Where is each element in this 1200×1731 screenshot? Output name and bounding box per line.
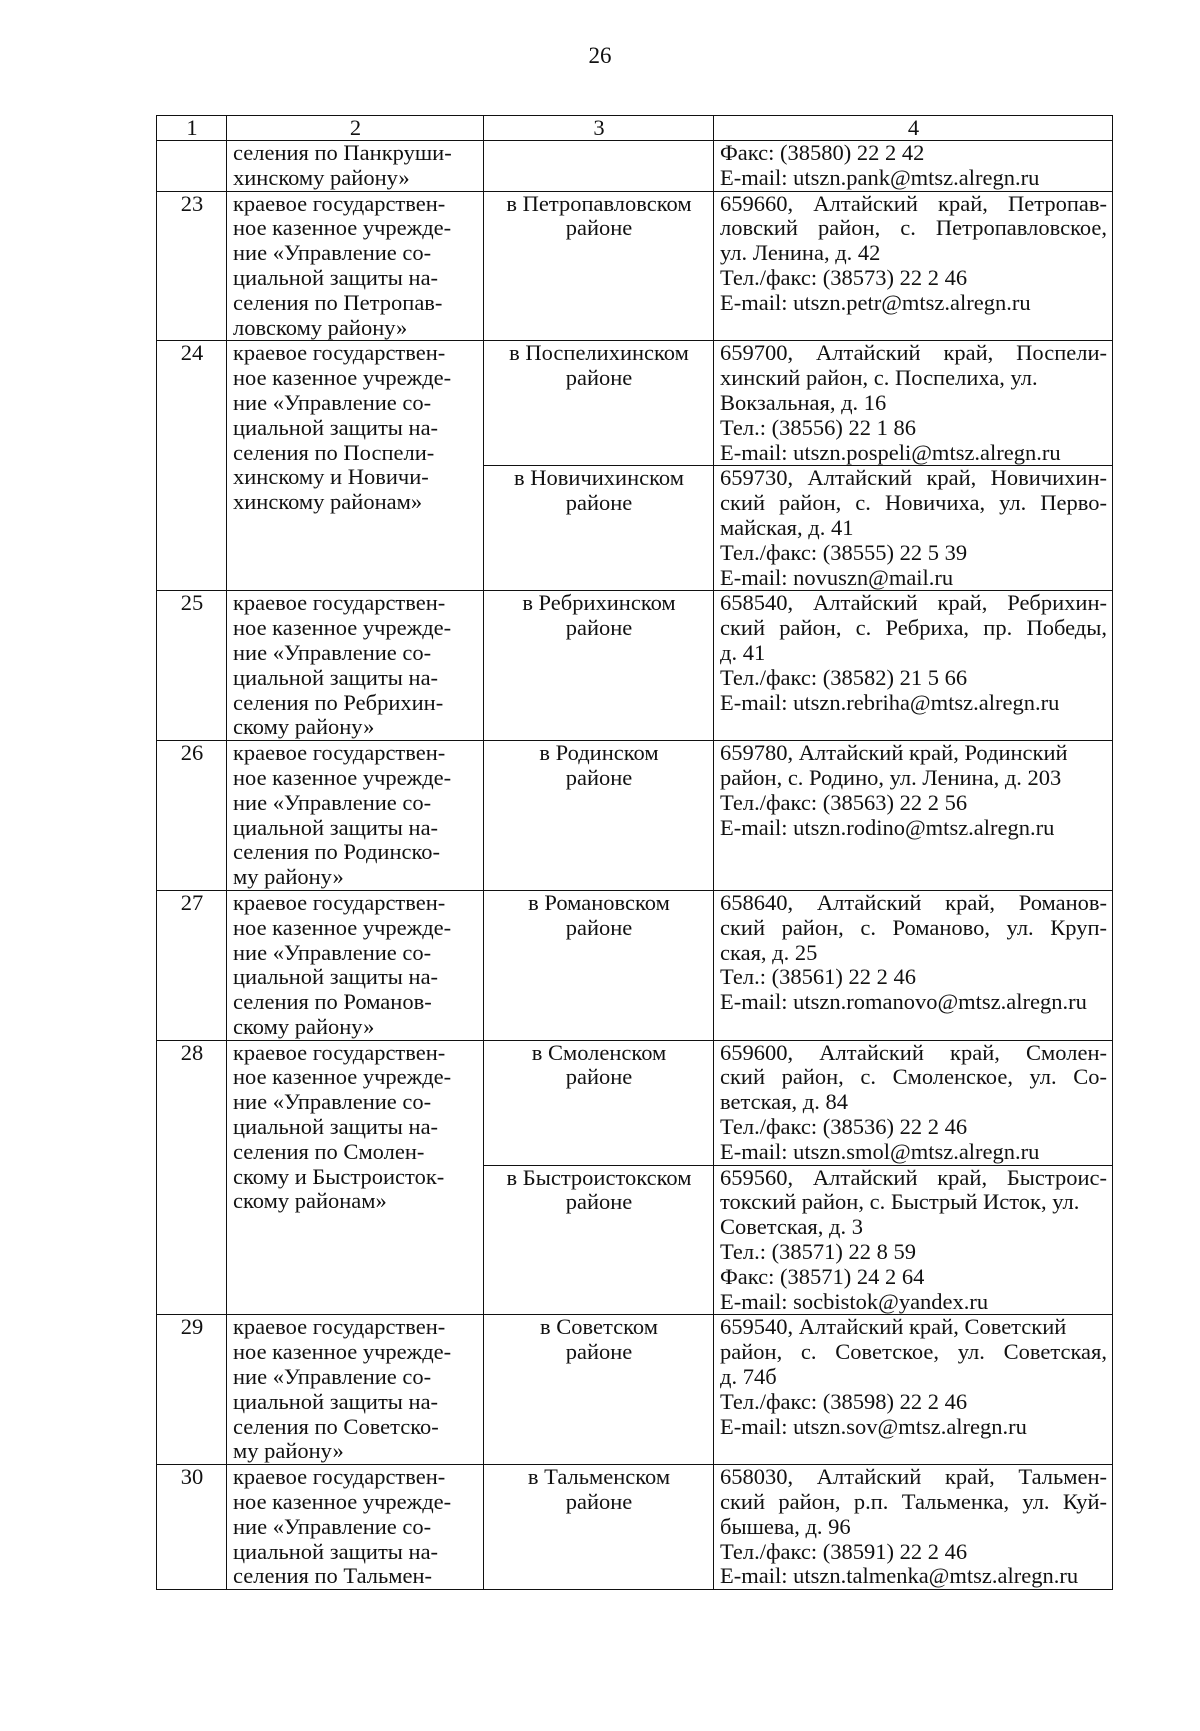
contact-line: ская, д. 25 [720,939,818,965]
contact-line: Тел./факс: (38563) 22 2 56 [720,789,968,815]
institution-name-line: циальной защиты на- [233,1538,439,1564]
row-number: 26 [157,741,227,891]
district-name-line: в Смоленском [531,1039,667,1065]
column-header: 2 [227,116,484,141]
contact-details [714,1465,1113,1590]
table-row [157,1315,1113,1465]
column-header: 4 [714,116,1113,141]
institution-name [227,1040,484,1315]
institution-name-line: селения по Смолен- [233,1138,425,1164]
institution-name-line: му району» [233,1438,344,1464]
district-name [484,1315,714,1465]
contact-line: 659780, Алтайский край, Родинский [720,740,1068,766]
contact-line: токский район, с. Быстрый Исток, ул. [720,1189,1080,1215]
institution-name-line: селения по Тальмен- [233,1563,433,1589]
institution-name-line: ние «Управление со- [233,939,432,965]
contact-line: бышева, д. 96 [720,1513,851,1539]
email-line: E-mail: utszn.pospeli@mtsz.alregn.ru [720,439,1061,465]
institution-name-line: краевое государствен- [233,190,446,216]
contact-line: Тел./факс: (38555) 22 5 39 [720,539,968,565]
contact-line: Тел.: (38571) 22 8 59 [720,1239,916,1265]
contact-details [714,1315,1113,1465]
row-number: 24 [157,341,227,591]
institution-name-line: му району» [233,864,344,890]
district-name-line: районе [565,215,633,241]
contact-line: район, с. Советское, ул. Советская, [720,1339,1107,1365]
district-name-line: районе [565,615,633,641]
table-row [157,741,1113,891]
contact-details [714,141,1113,192]
institution-name-line: ное казенное учрежде- [233,615,452,641]
institution-name-line: ное казенное учрежде- [233,365,452,391]
contact-line: Факс: (38571) 24 2 64 [720,1263,925,1289]
column-header: 3 [484,116,714,141]
email-line: E-mail: utszn.sov@mtsz.alregn.ru [720,1413,1027,1439]
email-line: E-mail: socbistok@yandex.ru [720,1288,989,1314]
institution-name-line: хинскому районам» [233,489,423,515]
institution-name-line: циальной защиты на- [233,1388,439,1414]
contact-line: 659540, Алтайский край, Советский [720,1314,1067,1340]
contact-line: ветская, д. 84 [720,1089,848,1115]
contact-line: ул. Ленина, д. 42 [720,240,881,266]
institution-name-line: ние «Управление со- [233,789,432,815]
district-name [484,466,714,591]
institution-name [227,1465,484,1590]
institution-name-line: скому району» [233,1013,375,1039]
institution-name-line: краевое государствен- [233,340,446,366]
email-line: E-mail: utszn.smol@mtsz.alregn.ru [720,1138,1040,1164]
contact-line: д. 74б [720,1364,777,1390]
institution-name [227,741,484,891]
institution-name-line: краевое государствен- [233,1464,446,1490]
district-name-line: в Советском [540,1314,658,1340]
district-name-line: районе [565,1064,633,1090]
district-name-line: районе [565,1489,633,1515]
row-number: 27 [157,890,227,1040]
contact-details [714,1040,1113,1165]
contact-line: 659660, Алтайский край, Петропав- [720,190,1107,216]
contact-line: хинский район, с. Поспелиха, ул. [720,365,1038,391]
institution-name-line: краевое государствен- [233,889,446,915]
contact-details [714,1165,1113,1315]
institution-name [227,890,484,1040]
district-name-line: в Тальменском [527,1464,671,1490]
district-name-line: районе [565,365,633,391]
institution-name-line: селения по Панкруши- [233,140,452,165]
contact-line: ский район, с. Смоленское, ул. Со- [720,1064,1107,1090]
email-line: E-mail: utszn.pank@mtsz.alregn.ru [720,164,1040,190]
institution-name-line: ние «Управление со- [233,1089,432,1115]
institution-name-line: скому и Быстроисток- [233,1163,445,1189]
institution-name-line: ние «Управление со- [233,389,432,415]
institution-name-line: ное казенное учрежде- [233,764,452,790]
institution-name-line: селения по Петропав- [233,289,443,315]
institution-name-line: хинскому и Новичи- [233,464,429,490]
institution-name-line: краевое государствен- [233,1039,446,1065]
district-name [484,341,714,466]
contact-details [714,741,1113,891]
contact-line: 658640, Алтайский край, Романов- [720,889,1107,915]
institution-name-line: скому району» [233,714,375,740]
contact-line: Тел./факс: (38582) 21 5 66 [720,664,968,690]
contact-details [714,466,1113,591]
contact-line: ловский район, с. Петропавловское, [720,215,1107,241]
table-row [157,191,1113,341]
row-number: 25 [157,591,227,741]
institution-name [227,141,484,192]
institution-name-line: скому районам» [233,1188,387,1214]
contact-line: 659700, Алтайский край, Поспели- [720,340,1107,366]
contact-line: ский район, р.п. Тальменка, ул. Куй- [720,1489,1107,1515]
district-name [484,191,714,341]
contact-line: ский район, с. Новичиха, ул. Перво- [720,490,1107,516]
contact-line: Советская, д. 3 [720,1214,863,1240]
institution-name-line: циальной защиты на- [233,264,439,290]
contact-line: Вокзальная, д. 16 [720,389,887,415]
district-name [484,591,714,741]
institution-name-line: ное казенное учрежде- [233,1064,452,1090]
institution-name-line: ние «Управление со- [233,1513,432,1539]
district-name [484,1165,714,1315]
contact-line: майская, д. 41 [720,514,854,540]
contact-line: Тел./факс: (38598) 22 2 46 [720,1388,968,1414]
district-name [484,741,714,891]
contact-line: Тел.: (38556) 22 1 86 [720,414,916,440]
institution-name-line: циальной защиты на- [233,814,439,840]
email-line: E-mail: utszn.talmenka@mtsz.alregn.ru [720,1563,1079,1589]
district-name-line: районе [565,1189,633,1215]
contact-line: д. 41 [720,639,766,665]
institution-name-line: циальной защиты на- [233,414,439,440]
institution-name-line: ное казенное учрежде- [233,1489,452,1515]
table-header-row [157,116,1113,141]
district-name-line: в Петропавловском [506,190,692,216]
row-number: 30 [157,1465,227,1590]
district-name-line: районе [565,914,633,940]
contact-line: 658030, Алтайский край, Тальмен- [720,1464,1107,1490]
row-number [157,141,227,192]
table-row [157,1040,1113,1165]
institution-name [227,591,484,741]
contact-line: ский район, с. Ребриха, пр. Победы, [720,615,1107,641]
row-number: 23 [157,191,227,341]
institution-name-line: циальной защиты на- [233,964,439,990]
district-name-line: районе [565,1339,633,1365]
contact-details [714,890,1113,1040]
institution-name [227,191,484,341]
district-name [484,141,714,192]
institution-name-line: ное казенное учрежде- [233,1339,452,1365]
institution-name-line: селения по Романов- [233,989,432,1015]
institution-name-line: ное казенное учрежде- [233,914,452,940]
institution-name-line: краевое государствен- [233,740,446,766]
contact-line: Факс: (38580) 22 2 42 [720,140,925,165]
district-name-line: в Романовском [528,889,670,915]
institution-name-line: краевое государствен- [233,1314,446,1340]
district-name-line: в Родинском [539,740,659,766]
institution-name-line: селения по Поспели- [233,439,435,465]
contact-line: Тел./факс: (38536) 22 2 46 [720,1114,968,1140]
institution-name-line: ловскому району» [233,314,408,340]
institution-name-line: ние «Управление со- [233,1364,432,1390]
row-number: 29 [157,1315,227,1465]
district-name [484,1465,714,1590]
table-row [157,1465,1113,1590]
institution-name [227,341,484,591]
district-name [484,1040,714,1165]
contact-line: 659730, Алтайский край, Новичихин- [720,465,1107,491]
district-name [484,890,714,1040]
page-number: 26 [588,43,612,68]
table-row [157,591,1113,741]
institutions-table [156,115,1113,1590]
institution-name-line: ние «Управление со- [233,240,432,266]
contact-line: Тел./факс: (38573) 22 2 46 [720,264,968,290]
district-name-line: в Новичихинском [514,465,684,491]
district-name-line: в Поспелихинском [509,340,689,366]
institution-name-line: ние «Управление со- [233,639,432,665]
email-line: E-mail: utszn.romanovo@mtsz.alregn.ru [720,989,1087,1015]
district-name-line: в Быстроистокском [506,1164,692,1190]
contact-line: 659560, Алтайский край, Быстроис- [720,1164,1107,1190]
institution-name-line: циальной защиты на- [233,664,439,690]
district-name-line: районе [565,490,633,516]
table-row [157,890,1113,1040]
contact-line: Тел.: (38561) 22 2 46 [720,964,916,990]
contact-line: 659600, Алтайский край, Смолен- [720,1039,1107,1065]
contact-line: 658540, Алтайский край, Ребрихин- [720,590,1107,616]
contact-line: ский район, с. Романово, ул. Круп- [720,914,1107,940]
institution-name-line: селения по Советско- [233,1413,439,1439]
institution-name-line: селения по Ребрихин- [233,689,444,715]
table-row [157,141,1113,192]
contact-details [714,591,1113,741]
email-line: E-mail: novuszn@mail.ru [720,564,954,590]
district-name-line: в Ребрихинском [522,590,676,616]
email-line: E-mail: utszn.rebriha@mtsz.alregn.ru [720,689,1060,715]
contact-line: район, с. Родино, ул. Ленина, д. 203 [720,764,1062,790]
contact-details [714,191,1113,341]
contact-line: Тел./факс: (38591) 22 2 46 [720,1538,968,1564]
institution-name-line: хинскому району» [233,164,410,190]
institution-name-line: циальной защиты на- [233,1114,439,1140]
column-header: 1 [157,116,227,141]
institution-name [227,1315,484,1465]
institution-name-line: селения по Родинско- [233,839,441,865]
email-line: E-mail: utszn.rodino@mtsz.alregn.ru [720,814,1055,840]
institution-name-line: ное казенное учрежде- [233,215,452,241]
row-number: 28 [157,1040,227,1315]
table-row [157,341,1113,466]
institution-name-line: краевое государствен- [233,590,446,616]
contact-details [714,341,1113,466]
email-line: E-mail: utszn.petr@mtsz.alregn.ru [720,289,1031,315]
district-name-line: районе [565,764,633,790]
